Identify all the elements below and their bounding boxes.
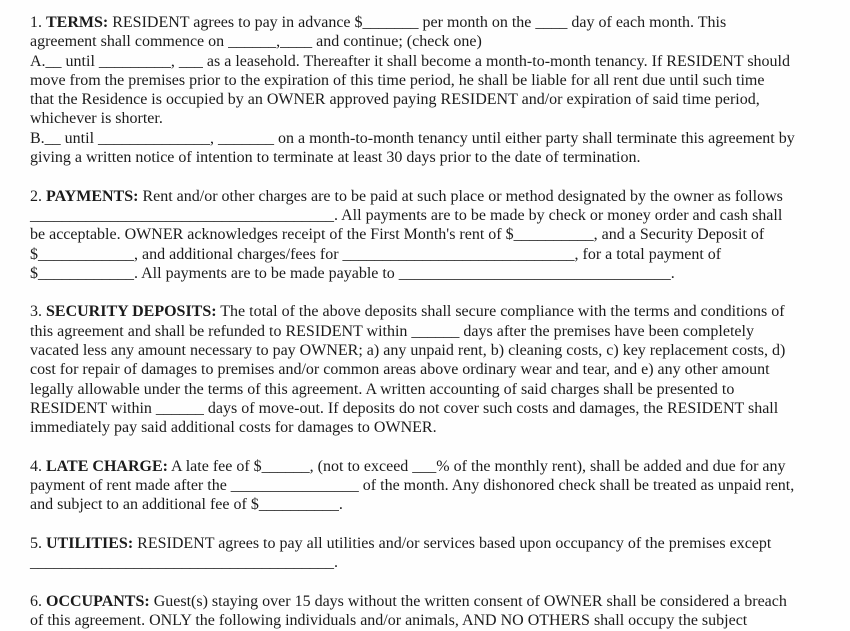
section-line: whichever is shorter. <box>30 110 163 128</box>
section-line: move from the premises prior to the expiration of this time period, he shall be liable for all rent due until such time <box>30 71 765 89</box>
section-line: be acceptable. OWNER acknowledges receipt of the First Month's rent of $__________, and a Security Deposit of <box>30 226 765 244</box>
section-line: $____________. All payments are to be made payable to __________________________________. <box>30 264 675 282</box>
section-paragraph-3 <box>30 302 820 437</box>
section-line: giving a written notice of intention to terminate at least 30 days prior to the date of termination. <box>30 149 641 167</box>
section-line: A.__ until _________, ___ as a leasehold. Thereafter it shall become a month-to-month tenancy. If RESIDENT should <box>30 52 790 70</box>
section-first-line <box>30 187 820 206</box>
section-number: 5. <box>30 535 42 553</box>
section-paragraph-6 <box>30 592 820 631</box>
section-line: of this agreement. ONLY the following individuals and/or animals, AND NO OTHERS shall occupy the subject <box>30 612 748 630</box>
section-text: Rent and/or other charges are to be paid at such place or method designated by the owner as follows <box>138 187 783 205</box>
section-line: payment of rent made after the ________________ of the month. Any dishonored check shall be treated as unpaid rent, <box>30 477 795 495</box>
section-title: TERMS: <box>46 14 109 31</box>
section-number: 2. <box>30 187 42 205</box>
section-line: RESIDENT within ______ days of move-out. If deposits do not cover such costs and damages, the RESIDENT shall <box>30 399 779 417</box>
section-line: vacated less any amount necessary to pay OWNER; a) any unpaid rent, b) cleaning costs, c) key replacement costs, d) <box>30 342 786 360</box>
section-title: PAYMENTS: <box>46 187 139 205</box>
section-first-line <box>30 302 820 321</box>
section-text: The total of the above deposits shall secure compliance with the terms and conditions of <box>216 303 785 321</box>
section-number: 3. <box>30 303 42 321</box>
section-number: 1. <box>30 14 42 31</box>
section-line: agreement shall commence on ______,____ and continue; (check one) <box>30 33 482 51</box>
section-paragraph-2 <box>30 187 820 283</box>
section-first-line <box>30 457 820 476</box>
section-line: ______________________________________. All payments are to be made by check or money order and cash shall <box>30 206 783 224</box>
section-text: RESIDENT agrees to pay in advance $_______ per month on the ____ day of each month. This <box>108 14 727 31</box>
section-first-line <box>30 592 820 611</box>
section-line: legally allowable under the terms of this agreement. A written accounting of said charges shall be presented to <box>30 380 735 398</box>
section-line: $____________, and additional charges/fees for _____________________________, for a total payment of <box>30 245 722 263</box>
section-paragraph-5 <box>30 534 820 573</box>
section-title: UTILITIES: <box>46 535 134 553</box>
section-paragraph-1 <box>30 13 820 167</box>
section-line: immediately pay said additional costs for damages to OWNER. <box>30 419 437 437</box>
section-title: SECURITY DEPOSITS: <box>46 303 217 321</box>
section-paragraph-4 <box>30 457 820 515</box>
section-title: OCCUPANTS: <box>46 592 150 610</box>
section-line: this agreement and shall be refunded to RESIDENT within ______ days after the premises have been completely <box>30 322 754 340</box>
section-number: 4. <box>30 457 42 475</box>
section-text: RESIDENT agrees to pay all utilities and/or services based upon occupancy of the premises except <box>133 535 772 553</box>
section-line: ______________________________________. <box>30 554 338 572</box>
agreement-body <box>30 13 820 631</box>
section-line: B.__ until ______________, _______ on a month-to-month tenancy until either party shall terminate this agreement by <box>30 129 795 147</box>
section-line: cost for repair of damages to premises and/or common areas above ordinary wear and tear, and e) any other amount <box>30 361 770 379</box>
section-text: A late fee of $______, (not to exceed ___% of the monthly rent), shall be added and due for any <box>167 457 786 475</box>
section-title: LATE CHARGE: <box>46 457 168 475</box>
section-first-line <box>30 534 820 553</box>
section-line: that the Residence is occupied by an OWNER approved paying RESIDENT and/or expiration of said time period, <box>30 91 760 109</box>
section-number: 6. <box>30 592 42 610</box>
section-first-line <box>30 13 820 32</box>
section-text: Guest(s) staying over 15 days without the written consent of OWNER shall be considered a breach <box>149 592 787 610</box>
section-line: and subject to an additional fee of $__________. <box>30 496 343 514</box>
